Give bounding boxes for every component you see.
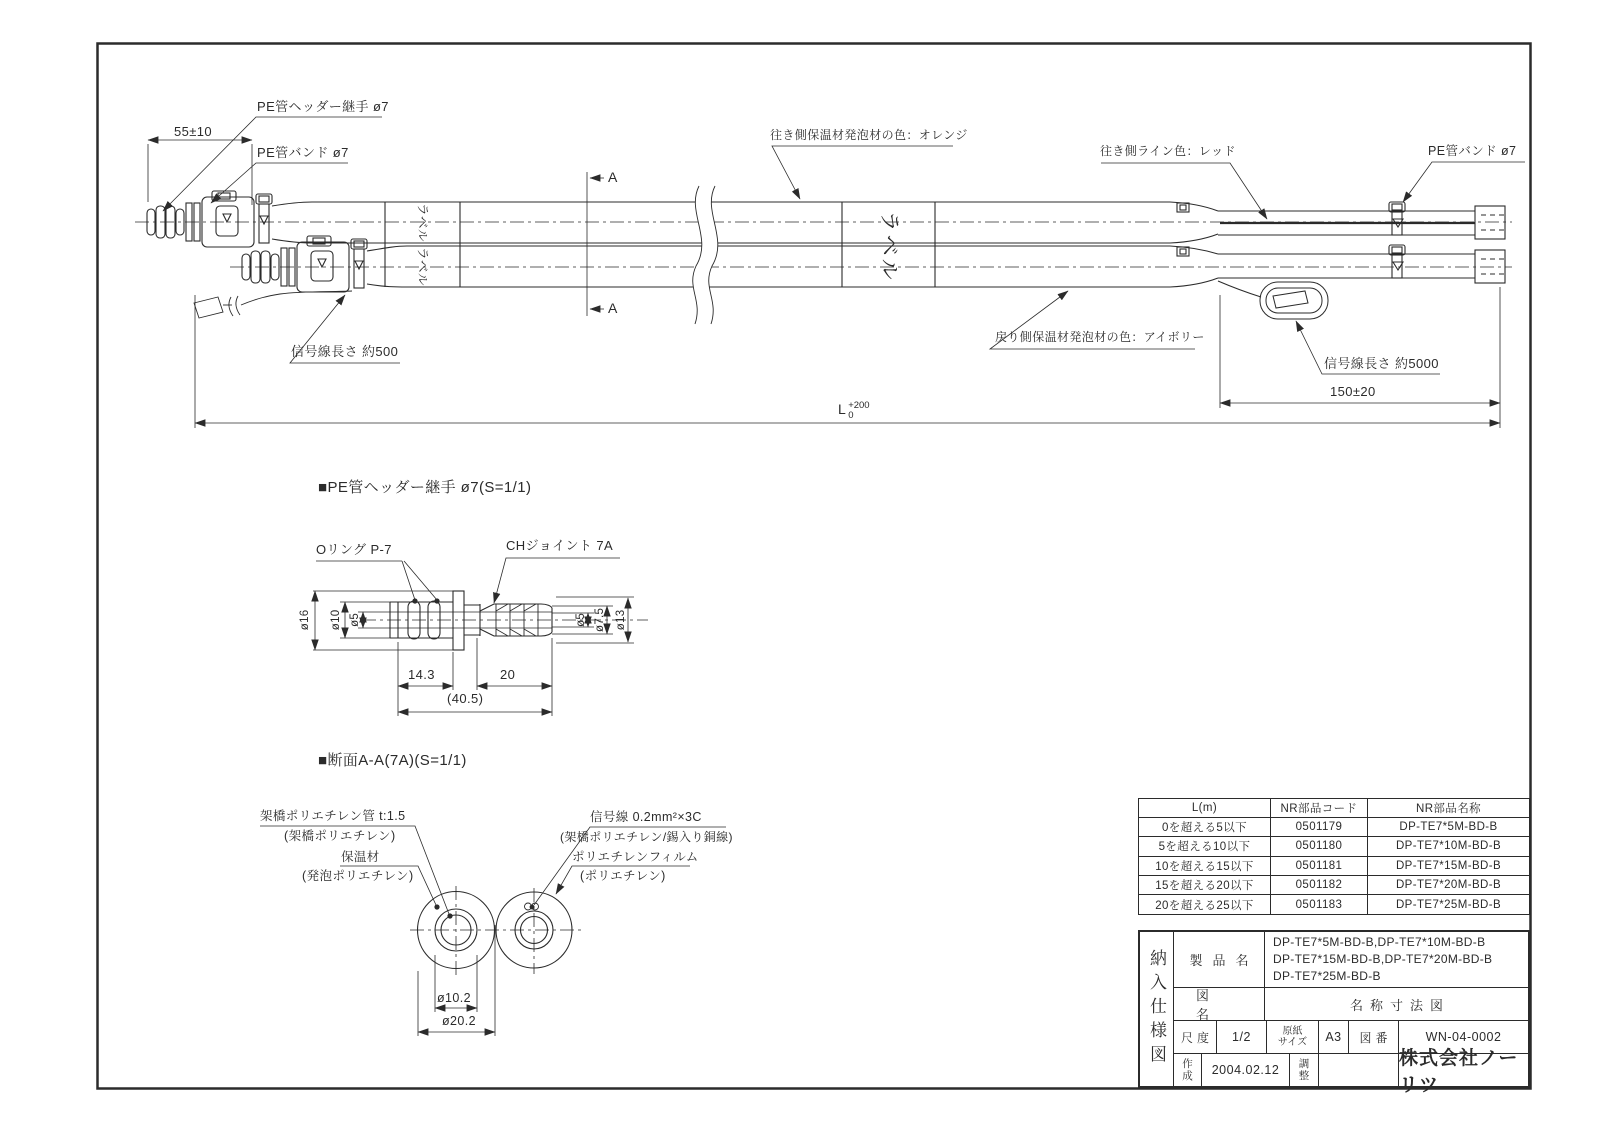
pe-band-right-upper	[1389, 202, 1405, 235]
pe-header-joint-label: PE管ヘッダー継手 ø7	[257, 99, 389, 114]
pe-band-right-lower	[1389, 245, 1405, 278]
product-name-line: DP-TE7*5M-BD-B,DP-TE7*10M-BD-B	[1273, 934, 1486, 949]
paper-size-label-line1: 原紙	[1282, 1025, 1303, 1037]
parts-table-cell: DP-TE7*20M-BD-B	[1395, 878, 1502, 891]
parts-table-header-length: L(m)	[1139, 799, 1271, 817]
dim-overall-length-label	[838, 401, 870, 422]
paper-size-label	[1267, 1021, 1319, 1054]
title-block	[1138, 930, 1530, 1096]
parts-table-cell: 0501181	[1271, 857, 1368, 875]
return-foam-color-label: 戻り側保温材発泡材の色：アイボリー	[995, 330, 1205, 344]
parts-table-row	[1139, 857, 1529, 876]
product-name-value	[1265, 932, 1528, 988]
label-band-text-1b: ラベル	[415, 247, 430, 286]
parts-table-header-code: NR部品コード	[1271, 799, 1368, 817]
drawing-name-label: 図名	[1174, 988, 1265, 1021]
dim-L-tol-lower: 0	[848, 410, 854, 422]
adjust-label	[1290, 1054, 1319, 1086]
adjust-value-empty	[1319, 1054, 1399, 1086]
adjust-label-text: 調整	[1298, 1057, 1310, 1082]
signal-wire-sub-label: (架橋ポリエチレン/錫入り銅線)	[560, 830, 733, 844]
parts-table-row	[1139, 876, 1529, 895]
scale-value: 1/2	[1217, 1021, 1267, 1054]
pe-band-left-label: PE管バンド ø7	[257, 145, 349, 160]
dim-d10-2-label: ø10.2	[437, 991, 471, 1005]
dim-L-tol-upper: +200	[848, 400, 870, 411]
label-band-text-2: ラベル	[877, 210, 901, 283]
drawing-name-value: 名称寸法図	[1265, 988, 1528, 1021]
created-label	[1174, 1054, 1202, 1086]
signal-wire-label: 信号線 0.2mm²×3C	[590, 810, 702, 824]
parts-table-cell: 0501180	[1271, 837, 1368, 855]
dim-d10-label: ø10	[330, 609, 343, 631]
supply-foam-color-label: 往き側保温材発泡材の色：オレンジ	[770, 128, 968, 142]
product-name-line: DP-TE7*15M-BD-B,DP-TE7*20M-BD-B	[1273, 951, 1493, 966]
signal-wire-left	[194, 291, 352, 318]
dim-d7-5-label: ø7.5	[594, 607, 607, 633]
drawing-number-value: WN-04-0002	[1399, 1021, 1528, 1054]
signal-length-left-label: 信号線長さ 約500	[291, 344, 399, 359]
dim-55-label: 55±10	[174, 124, 213, 139]
dim-d5-left-label: ø5	[349, 612, 362, 627]
product-name-line: DP-TE7*25M-BD-B	[1273, 969, 1381, 984]
company-name: 株式会社ノーリツ	[1399, 1048, 1519, 1096]
ch-joint-label: CHジョイント 7A	[506, 538, 614, 553]
section-marker-top: A	[608, 169, 618, 185]
signal-length-right-label: 信号線長さ 約5000	[1324, 356, 1439, 371]
parts-table-cell: 15を超える20以下	[1139, 876, 1271, 894]
dim-14-3-label: 14.3	[408, 667, 435, 682]
parts-table-row	[1139, 837, 1529, 856]
parts-table-cell: 0501179	[1271, 818, 1368, 836]
pipe-fitting-lower	[242, 236, 367, 292]
paper-size-value: A3	[1319, 1021, 1349, 1054]
parts-table-row	[1139, 818, 1529, 837]
pe-film-label: ポリエチレンフィルム	[572, 850, 699, 864]
parts-table-header-row	[1139, 799, 1529, 818]
parts-table-cell: 20を超える25以下	[1139, 895, 1271, 914]
dim-d5-right-label: ø5	[575, 612, 588, 627]
scale-label: 尺度	[1174, 1021, 1217, 1054]
product-name-label: 製品名	[1174, 932, 1265, 988]
paper-size-label-line2: サイズ	[1277, 1037, 1308, 1048]
created-label-text: 作成	[1182, 1057, 1193, 1082]
section-view-title: ■断面A-A(7A)(S=1/1)	[318, 752, 467, 769]
title-block-side	[1140, 932, 1174, 1086]
parts-table-cell: 0を超える5以下	[1139, 818, 1271, 836]
pipe-fitting-upper	[147, 191, 272, 247]
dim-d13-label: ø13	[615, 609, 628, 631]
xlpe-pipe-label: 架橋ポリエチレン管 t:1.5	[260, 809, 406, 823]
drawing-number-label: 図番	[1349, 1021, 1399, 1054]
parts-table-cell: DP-TE7*25M-BD-B	[1395, 898, 1502, 911]
o-ring-label: Oリング P-7	[316, 542, 392, 557]
pe-band-right-label: PE管バンド ø7	[1428, 144, 1517, 158]
label-band-text-1a: ラベル	[415, 203, 430, 242]
parts-table-cell: DP-TE7*10M-BD-B	[1395, 840, 1502, 853]
parts-table-cell: DP-TE7*15M-BD-B	[1395, 859, 1502, 872]
dim-20-label: 20	[500, 667, 516, 682]
parts-table-cell: 5を超える10以下	[1139, 837, 1271, 855]
parts-table-cell: 10を超える15以下	[1139, 857, 1271, 875]
insulation-sub-label: (発泡ポリエチレン)	[302, 869, 414, 883]
main-assembly-view	[135, 172, 1512, 324]
section-marker-bottom: A	[608, 300, 618, 316]
title-block-side-label: 納入仕様図	[1147, 949, 1166, 1069]
dim-L-base: L	[838, 401, 847, 417]
signal-wire-coil	[1218, 281, 1328, 319]
parts-table-cell: 0501183	[1271, 895, 1368, 914]
dim-d20-2-label: ø20.2	[442, 1014, 476, 1028]
supply-line-color-label: 往き側ライン色：レッド	[1100, 144, 1236, 158]
dim-L-tolerance	[848, 401, 869, 422]
parts-table-cell: DP-TE7*5M-BD-B	[1399, 821, 1498, 834]
joint-detail-title: ■PE管ヘッダー継手 ø7(S=1/1)	[318, 479, 532, 496]
parts-table	[1138, 798, 1530, 915]
dim-d16-label: ø16	[299, 609, 312, 631]
insulation-label: 保温材	[341, 850, 380, 864]
dim-150-label: 150±20	[1330, 384, 1376, 399]
parts-table-cell: 0501182	[1271, 876, 1368, 894]
pe-film-sub-label: (ポリエチレン)	[580, 869, 666, 883]
parts-table-row	[1139, 895, 1529, 914]
xlpe-pipe-sub-label: (架橋ポリエチレン)	[284, 829, 396, 843]
parts-table-header-name: NR部品名称	[1415, 803, 1481, 816]
dim-40-5-label: (40.5)	[447, 691, 484, 706]
created-date-value: 2004.02.12	[1202, 1054, 1290, 1086]
